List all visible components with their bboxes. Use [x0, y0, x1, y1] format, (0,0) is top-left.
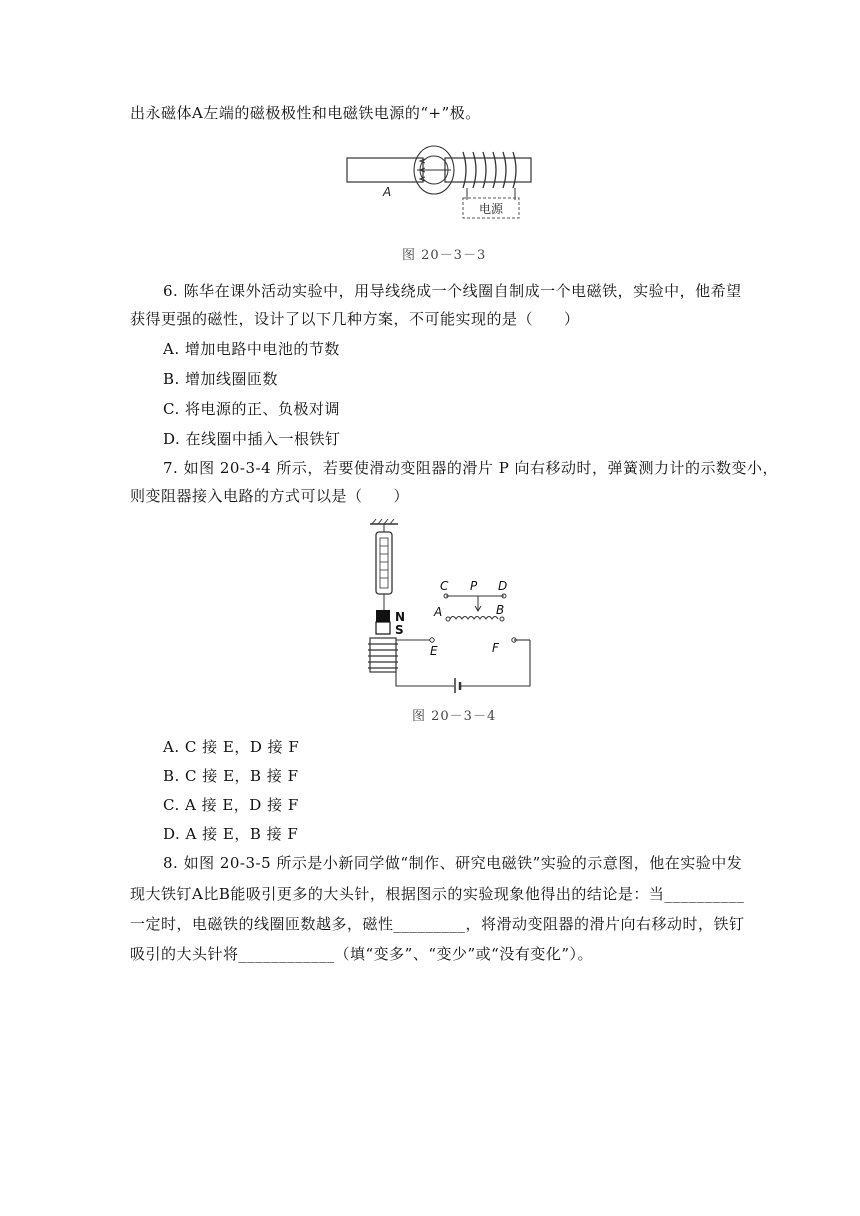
- q7-option-b: B. C 接 E，B 接 F: [163, 767, 299, 785]
- intro-line: 出永磁体A左端的磁极极性和电磁铁电源的“+”极。: [130, 104, 481, 122]
- figure-20-3-4-drawing: [362, 518, 532, 693]
- terminal-a-label: A: [434, 605, 443, 619]
- q8-line-1: 8. 如图 20-3-5 所示是小新同学做“制作、研究电磁铁”实验的示意图，他在实验中发: [163, 854, 743, 872]
- q6-option-d: D. 在线圈中插入一根铁钉: [163, 430, 341, 448]
- slider-p-label: P: [470, 579, 478, 593]
- q8-line-2: 现大铁钉A比B能吸引更多的大头针，根据图示的实验现象他得出的结论是：当__________: [130, 885, 745, 903]
- terminal-b-label: B: [496, 603, 505, 617]
- q6-option-c: C. 将电源的正、负极对调: [163, 400, 340, 418]
- q7-option-c: C. A 接 E，D 接 F: [163, 796, 299, 814]
- figure-20-3-3-caption: 图 20－3－3: [402, 248, 487, 263]
- figure-20-3-3-drawing: [345, 140, 535, 225]
- q6-line-1: 6. 陈华在课外活动实验中，用导线绕成一个线圈自制成一个电磁铁，实验中，他希望: [163, 282, 742, 300]
- figure-20-3-4: [362, 518, 532, 693]
- q7-option-d: D. A 接 E，B 接 F: [163, 825, 299, 843]
- q6-line-2: 获得更强的磁性，设计了以下几种方案，不可能实现的是（ ）: [130, 310, 580, 328]
- magnet-a-label: A: [383, 185, 392, 199]
- q8-line-3: 一定时，电磁铁的线圈匝数越多，磁性_________，将滑动变阻器的滑片向右移动时，铁钉: [130, 915, 745, 933]
- terminal-d-label: D: [498, 579, 508, 593]
- q7-line-1: 7. 如图 20-3-4 所示，若要使滑动变阻器的滑片 P 向右移动时，弹簧测力计的示数变小，: [163, 459, 779, 477]
- south-pole-label: S: [395, 623, 404, 637]
- q7-option-a: A. C 接 E，D 接 F: [163, 738, 300, 756]
- q6-option-a: A. 增加电路中电池的节数: [163, 340, 340, 358]
- figure-20-3-4-caption: 图 20－3－4: [412, 709, 497, 724]
- power-supply-label: 电源: [478, 202, 504, 216]
- terminal-e-label: E: [430, 644, 438, 658]
- q7-line-2: 则变阻器接入电路的方式可以是（ ）: [130, 487, 410, 505]
- north-pole-label: N: [395, 610, 406, 624]
- figure-20-3-3: [345, 140, 535, 225]
- q6-option-b: B. 增加线圈匝数: [163, 370, 279, 388]
- terminal-c-label: C: [440, 579, 449, 593]
- terminal-f-label: F: [492, 641, 499, 655]
- q8-line-4: 吸引的大头针将____________（填“变多”、“变少”或“没有变化”）。: [130, 945, 594, 963]
